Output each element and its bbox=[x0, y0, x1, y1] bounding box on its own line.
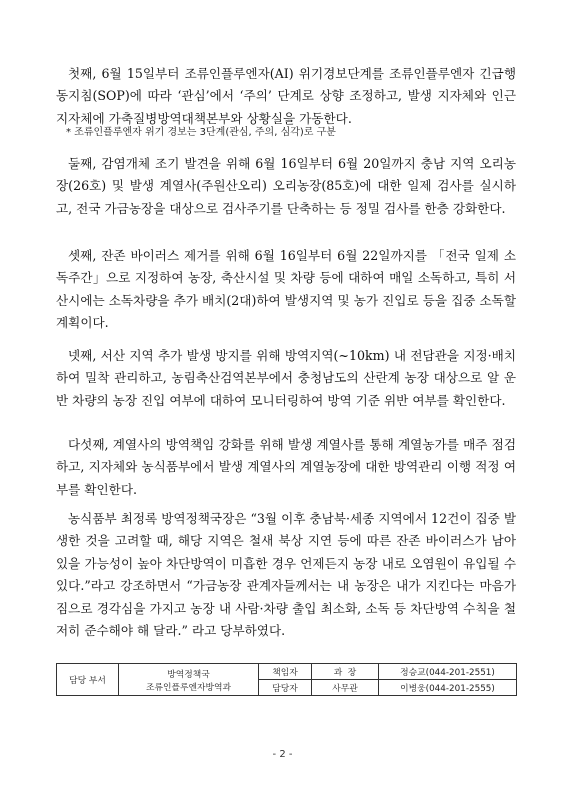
paragraph-third: 셋째, 잔존 바이러스 제거를 위해 6월 16일부터 6월 22일까지를 「전국 일제 소독주간」으로 지정하여 농장, 축산시설 및 차량 등에 대하여 매일 소독하고, 특히 서산시에는 소독차량을 추가 배치(2대)하여 발생지역 및 농가 진입로 등을 집중 소독할 계획이다. bbox=[56, 248, 516, 331]
contact-row-responsible bbox=[57, 664, 517, 680]
person-responsible: 정승교(044-201-2551) bbox=[379, 664, 517, 680]
dept-label: 담당 부서 bbox=[57, 664, 119, 696]
person-staff: 이병웅(044-201-2555) bbox=[379, 680, 517, 696]
dept-name bbox=[119, 664, 259, 696]
paragraph-second: 둘째, 감염개체 조기 발견을 위해 6월 16일부터 6월 20일까지 충남 지역 오리농장(26호) 및 발생 계열사(주원산오리) 오리농장(85호)에 대한 일제 검사를 실시하고, 전국 가금농장을 대상으로 검사주기를 단축하는 등 정밀 검사를 한층 강화한다. bbox=[56, 156, 516, 216]
title-staff: 사무관 bbox=[312, 680, 379, 696]
paragraph-quote: 농식품부 최정록 방역정책국장은 “3월 이후 충남북·세종 지역에서 12건이 집중 발생한 것을 고려할 때, 해당 지역은 철새 북상 지연 등에 따른 잔존 바이러스가 남아 있을 가능성이 높아 차단방역이 미흡한 경우 언제든지 농장 내로 오염원이 유입될 수 있다.”라고 강조하면서 “가금농장 관계자들께서는 내 농장은 내가 지킨다는 마음가짐으로 경각심을 가지고 농장 내 사람·차량 출입 최소화, 소독 등 차단방역 수칙을 철저히 준수해야 해 달라.” 라고 당부하였다. bbox=[56, 511, 516, 639]
page-number: - 2 - bbox=[272, 749, 293, 760]
title-responsible: 과 장 bbox=[312, 664, 379, 680]
dept-name-line-1: 방역정책국 bbox=[167, 669, 210, 680]
role-staff: 담당자 bbox=[259, 680, 312, 696]
dept-name-line-2: 조류인플루엔자방역과 bbox=[146, 682, 231, 693]
paragraph-fourth: 넷째, 서산 지역 추가 발생 방지를 위해 방역지역(~10km) 내 전담관을 지정·배치하여 밀착 관리하고, 농림축산검역본부에서 충청남도의 산란계 농장 대상으로 알 운반 차량의 농장 진입 여부에 대하여 모니터링하여 방역 기준 위반 여부를 확인한다. bbox=[56, 348, 516, 408]
contact-table bbox=[56, 663, 517, 696]
paragraph-fifth: 다섯째, 계열사의 방역책임 강화를 위해 발생 계열사를 통해 계열농가를 매주 점검하고, 지자체와 농식품부에서 발생 계열사의 계열농장에 대한 방역관리 이행 적정 여부를 확인한다. bbox=[56, 437, 516, 497]
paragraph-first: 첫째, 6월 15일부터 조류인플루엔자(AI) 위기경보단계를 조류인플루엔자 긴급행동지침(SOP)에 따라 ‘관심’에서 ‘주의’ 단계로 상향 조정하고, 발생 지자체와 인근 지자체에 가축질병방역대책본부와 상황실을 가동한다. bbox=[56, 66, 516, 126]
footnote-alert-levels: * 조류인플루엔자 위기 경보는 3단계(관심, 주의, 심각)로 구분 bbox=[66, 127, 336, 138]
role-responsible: 책임자 bbox=[259, 664, 312, 680]
